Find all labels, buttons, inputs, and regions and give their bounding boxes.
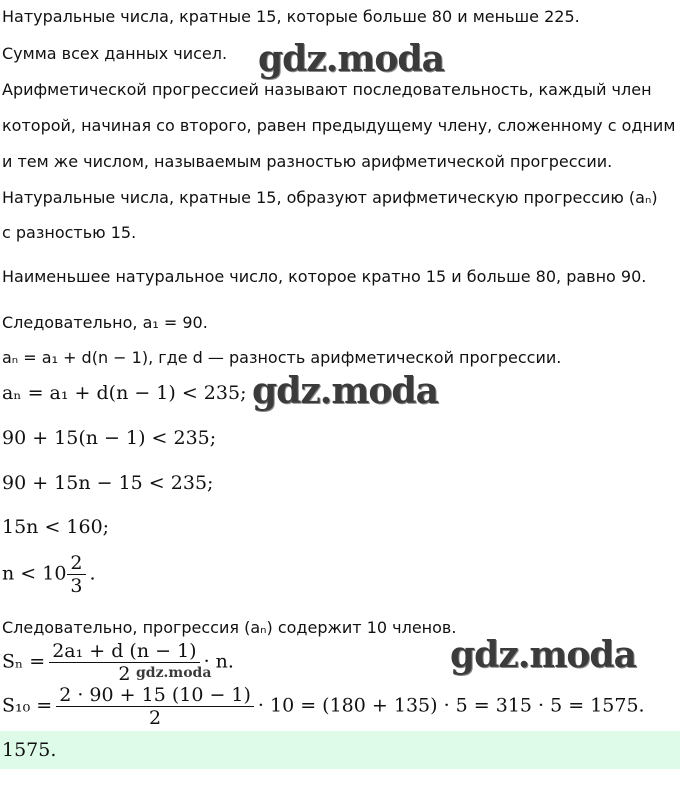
progression-line-1: Натуральные числа, кратные 15, образуют арифметическую прогрессию (aₙ) bbox=[2, 188, 658, 207]
sum-formula-lhs: Sₙ = bbox=[2, 650, 46, 673]
inequality-5 bbox=[2, 552, 96, 597]
problem-line-2: Сумма всех данных чисел. bbox=[2, 44, 228, 63]
watermark-logo-small: gdz.moda bbox=[136, 665, 212, 681]
first-term-line: Следовательно, a₁ = 90. bbox=[2, 313, 208, 332]
inequality-2: 90 + 15(n − 1) < 235; bbox=[2, 427, 217, 449]
sum-formula-tail: · n. bbox=[203, 650, 234, 673]
nth-term-formula: aₙ = a₁ + d(n − 1), где d — разность арифметической прогрессии. bbox=[2, 348, 562, 367]
answer-value: 1575. bbox=[2, 739, 57, 761]
progression-line-2: с разностью 15. bbox=[2, 223, 137, 242]
smallest-number-line: Наименьшее натуральное число, которое кратно 15 и больше 80, равно 90. bbox=[2, 267, 647, 286]
mixed-tail: . bbox=[89, 562, 96, 585]
sum-formula-denominator: 2 bbox=[118, 663, 131, 685]
mixed-lhs: n < 10 bbox=[2, 562, 67, 585]
answer-box bbox=[0, 731, 680, 769]
watermark-logo: gdz.moda bbox=[450, 634, 636, 676]
mixed-numerator: 2 bbox=[67, 552, 85, 575]
definition-line-1: Арифметической прогрессией называют последовательность, каждый член bbox=[2, 80, 652, 99]
watermark-logo: gdz.moda bbox=[252, 370, 438, 412]
mixed-denominator: 3 bbox=[70, 575, 83, 597]
sum-calc-denominator: 2 bbox=[149, 707, 162, 729]
inequality-3: 90 + 15n − 15 < 235; bbox=[2, 472, 214, 494]
definition-line-2: которой, начиная со второго, равен предыдущему члену, сложенному с одним bbox=[2, 116, 676, 135]
sum-calc-tail: · 10 = (180 + 135) · 5 = 315 · 5 = 1575. bbox=[257, 694, 645, 717]
inequality-4: 15n < 160; bbox=[2, 516, 110, 538]
sum-calculation bbox=[2, 684, 645, 729]
inequality-1: aₙ = a₁ + d(n − 1) < 235; bbox=[2, 382, 247, 404]
problem-line-1: Натуральные числа, кратные 15, которые больше 80 и меньше 225. bbox=[2, 7, 580, 26]
term-count-line: Следовательно, прогрессия (aₙ) содержит 10 членов. bbox=[2, 618, 457, 637]
definition-line-3: и тем же числом, называемым разностью арифметической прогрессии. bbox=[2, 152, 613, 171]
sum-formula-numerator: 2a₁ + d (n − 1) bbox=[49, 640, 199, 663]
sum-calc-numerator: 2 · 90 + 15 (10 − 1) bbox=[56, 684, 254, 707]
watermark-logo: gdz.moda bbox=[258, 38, 444, 80]
sum-calc-lhs: S₁₀ = bbox=[2, 694, 53, 717]
